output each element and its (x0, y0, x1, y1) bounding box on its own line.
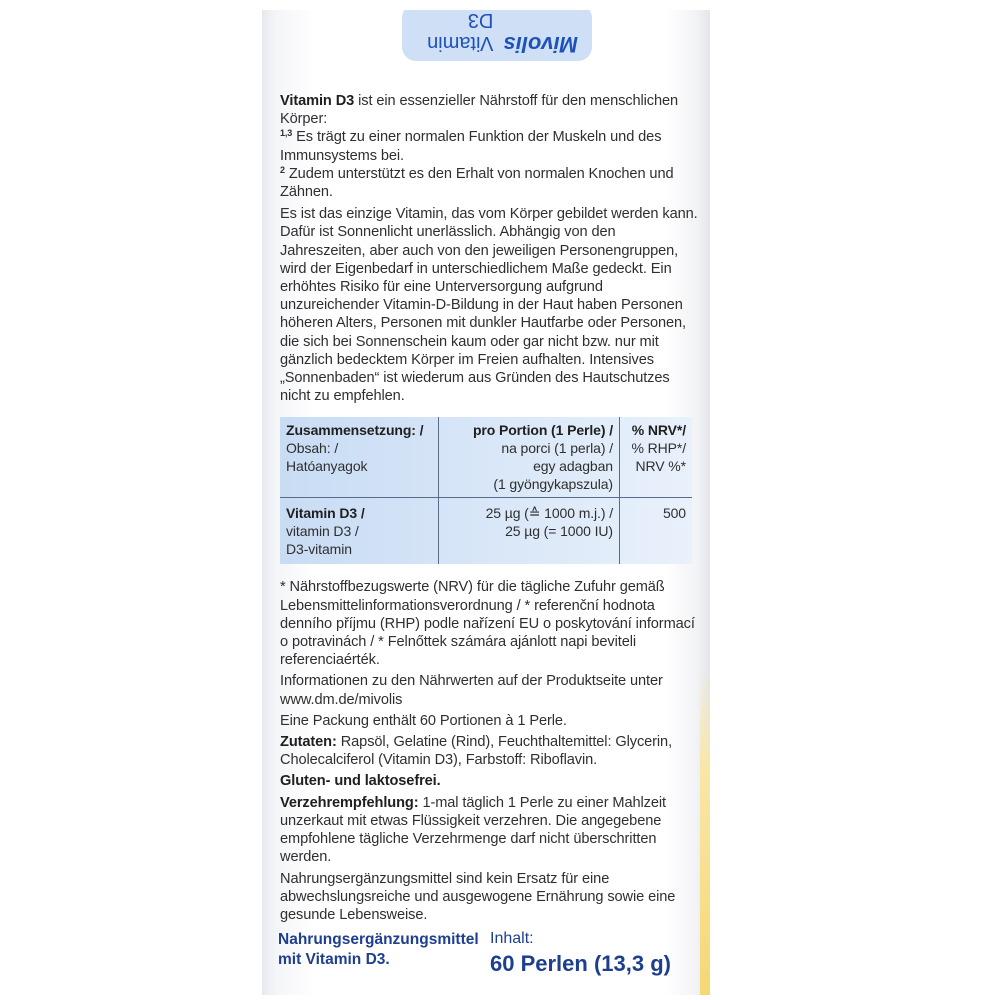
header-per-portion: pro Portion (1 Perle) / na porci (1 perla) / egy adagban (1 gyöngykapszula) (439, 417, 620, 498)
ingredients-label: Zutaten: (280, 734, 337, 751)
intro-text: ist ein essenzieller Nährstoff für den menschlichen Körper: (280, 93, 679, 128)
ingredients (280, 733, 700, 769)
product-info-link-text: Informationen zu den Nährwerten auf der Produktseite unter www.dm.de/mivolis (280, 673, 663, 708)
claim-1 (280, 128, 700, 164)
gluten-lactose-free: Gluten- und laktosefrei. (280, 773, 441, 790)
net-content (490, 928, 705, 978)
logo-brand: Mivolis (503, 32, 578, 58)
claim-1-text: Es trägt zu einer normalen Funktion der Muskeln und des Immunsystems bei. (280, 129, 662, 164)
cell-nrv: 500 (620, 498, 693, 565)
logo-product: Vitamin D3 (427, 10, 494, 55)
claim-2-text: Zudem unterstützt es den Erhalt von normalen Knochen und Zähnen. (280, 165, 674, 201)
upside-down-logo (402, 10, 592, 56)
nutrition-table-header (280, 417, 692, 498)
vitamin-info-paragraph: Es ist das einzige Vitamin, das vom Körper gebildet werden kann. Dafür ist Sonnenlicht unerlässlich. Abhängig von den Jahreszeiten, aber auch von den jeweiligen Personengruppen, wird der Eigenbedarf in unterschiedlichem Maße gedeckt. Ein erhöhtes Risiko für eine Unterversorgung aufgrund unzureichender Vitamin-D-Bildung in der Haut haben Personen höheren Alters, Personen mit dunkler Hautfarbe oder Personen, die sich bei Sonnenschein kaum oder gar nicht bzw. nur mit gänzlich bedecktem Körper im Freien aufhalten. Intensives „Sonnenbaden“ ist wiederum aus Gründen des Hautschutzes nicht zu empfehlen. (280, 206, 698, 405)
ingredients-text: Rapsöl, Gelatine (Rind), Feuchthaltemittel: Glycerin, Cholecalciferol (Vitamin D3), Farbstoff: Riboflavin. (280, 734, 673, 769)
cell-amount: 25 µg (≙ 1000 m.j.) / 25 µg (= 1000 IU) (439, 498, 620, 565)
cell-nutrient: Vitamin D3 / vitamin D3 / D3-vitamin (286, 505, 365, 558)
claim-2-footnote: 2 (280, 164, 285, 175)
usage-label: Verzehrempfehlung: (280, 794, 419, 811)
claim-1-footnote: 1,3 (280, 128, 293, 139)
nrv-footnote: * Nährstoffbezugswerte (NRV) für die tägliche Zufuhr gemäß Lebensmittelinformationsverordnung / * referenční hodnota denního příjmu (RHP) podle nařízení EU o poskytování informací o potravinách / * Felnőttek számára ajánlott napi beviteli referenciaérték. (280, 579, 695, 669)
content-value: 60 Perlen (13,3 g) (490, 951, 671, 976)
product-type: Nahrungsergänzungsmittel mit Vitamin D3. (278, 931, 479, 968)
usage-recommendation (280, 794, 700, 867)
usage-text: 1-mal täglich 1 Perle zu einer Mahlzeit unzerkaut mit etwas Flüssigkeit verzehren. Die angegebene empfohlene tägliche Verzehrmenge darf nicht überschritten werden. (280, 794, 666, 866)
package-back-panel (262, 10, 710, 995)
header-nrv: % NRV*/ % RHP*/ NRV %* (620, 417, 693, 498)
intro-title: Vitamin D3 (280, 93, 355, 109)
logo-pill (402, 10, 592, 62)
claim-2 (280, 165, 700, 201)
content-label: Inhalt: (490, 930, 534, 947)
supplement-disclaimer: Nahrungsergänzungsmittel sind kein Ersatz für eine abwechslungsreiche und ausgewogene Ernährung sowie eine gesunde Lebensweise. (280, 870, 676, 923)
pack-contents: Eine Packung enthält 60 Portionen à 1 Perle. (280, 712, 567, 729)
intro-paragraph (280, 92, 700, 128)
nutrition-table (280, 417, 692, 564)
label-text (280, 92, 700, 924)
header-composition: Zusammensetzung: / Obsah: / Hatóanyagok (280, 417, 439, 498)
table-row (280, 498, 692, 565)
